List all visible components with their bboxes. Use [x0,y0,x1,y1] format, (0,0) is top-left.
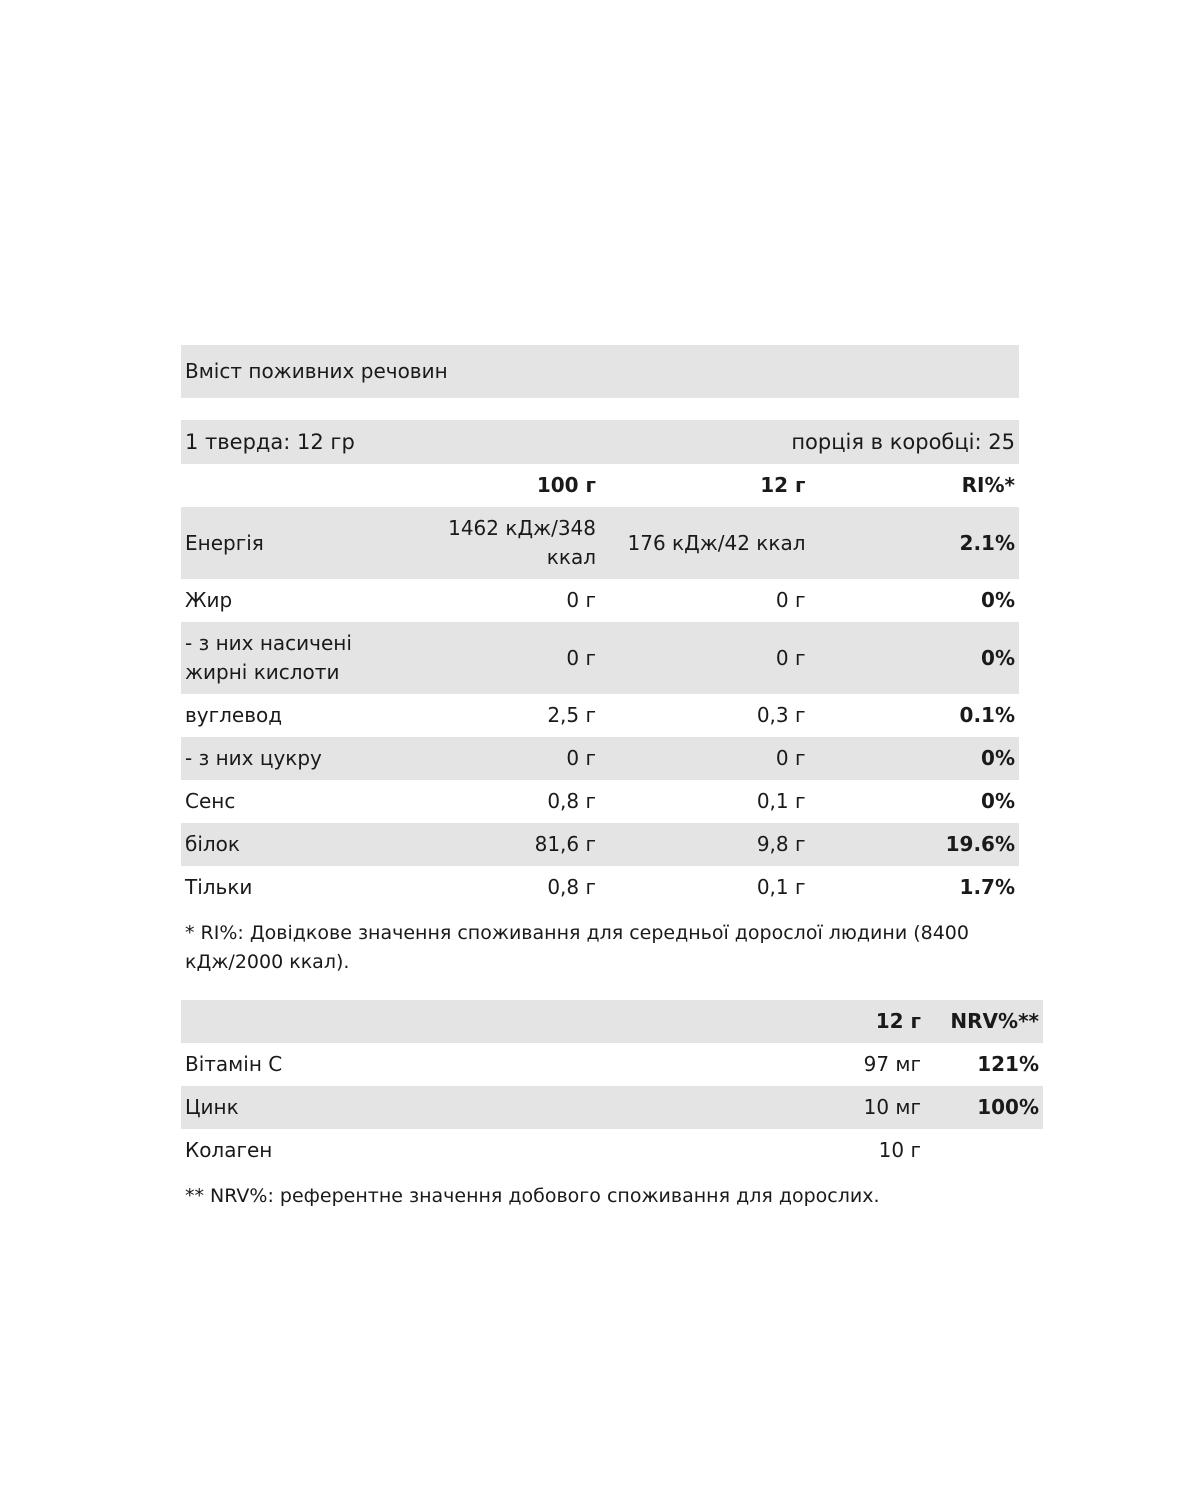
nutrient-name: - з них цукру [185,746,322,771]
table-row [181,780,1019,823]
nutrient-name: Тільки [185,875,253,900]
footnote-row [181,909,1019,976]
nutrition-panel [181,345,1039,1211]
column-header-name [181,464,391,507]
nutrient-name: - з них насичені жирні кислоти [185,631,352,685]
nutrient-name: Жир [185,588,233,613]
nutrition-table-micronutrients [181,1000,1043,1211]
table-row [181,694,1019,737]
micro-per-serving: 97 мг [863,1052,921,1077]
nutrient-ri: 0% [981,588,1015,613]
nutrient-per-100: 0 г [566,746,596,771]
nutrient-name: Енергія [185,530,264,555]
nutrient-ri: 1.7% [959,875,1015,900]
micro-column-header-nrv: NRV%** [950,1009,1039,1034]
nutrient-per-100: 1462 кДж/348 ккал [448,516,596,570]
nutrient-per-100: 0,8 г [547,875,596,900]
table-row [181,1043,1043,1086]
column-header-ri: RI%* [961,473,1015,498]
micro-nrv [925,1129,1043,1172]
table-row [181,622,1019,694]
nutrient-ri: 0% [981,645,1015,670]
nutrient-per-serving: 0 г [775,588,806,613]
spacer-row [181,398,1019,420]
micro-name: Колаген [185,1138,273,1163]
nutrient-per-100: 0 г [566,645,596,670]
micro-name: Вітамін С [185,1052,283,1077]
micro-column-header-spacer [529,1000,727,1043]
table-row [181,1086,1043,1129]
nutrient-per-serving: 0 г [775,746,806,771]
micro-nrv: 121% [977,1052,1039,1077]
nutrient-ri: 0% [981,746,1015,771]
micro-column-header-per-serving: 12 г [875,1009,921,1034]
nutrient-per-serving: 176 кДж/42 ккал [627,530,806,555]
panel-title-row [181,345,1019,398]
nutrient-ri: 0% [981,789,1015,814]
nrv-footnote: ** NRV%: референтне значення добового споживання для дорослих. [185,1185,880,1208]
nutrient-name: Сенс [185,789,236,814]
nutrient-per-100: 0,8 г [547,789,596,814]
nutrient-ri: 0.1% [959,703,1015,728]
panel-title: Вміст поживних речовин [185,359,448,383]
table-row [181,507,1019,579]
nutrient-per-100: 0 г [566,588,596,613]
nutrient-per-serving: 0,1 г [756,875,806,900]
footnote-row [181,1172,1043,1211]
nutrient-per-serving: 0 г [775,645,806,670]
column-header-per-100: 100 г [536,473,596,498]
table-row [181,823,1019,866]
nutrient-name: вуглевод [185,703,283,728]
nutrient-per-serving: 0,3 г [756,703,806,728]
table-row [181,866,1019,909]
micro-nrv: 100% [977,1095,1039,1120]
ri-footnote: * RI%: Довідкове значення споживання для середньої дорослої людини (8400 кДж/2000 ккал). [185,922,969,973]
nutrient-ri: 19.6% [945,832,1015,857]
column-header-per-serving: 12 г [760,473,806,498]
micro-name: Цинк [185,1095,239,1120]
micro-per-serving: 10 мг [863,1095,921,1120]
table-row [181,737,1019,780]
micro-per-serving: 10 г [878,1138,921,1163]
nutrition-table-main [181,345,1019,976]
servings-per-container-label: порція в коробці: 25 [791,430,1015,454]
nutrient-per-serving: 0,1 г [756,789,806,814]
nutrient-ri: 2.1% [959,530,1015,555]
micro-column-header-row [181,1000,1043,1043]
nutrient-per-serving: 9,8 г [756,832,806,857]
micro-column-header-name [181,1000,529,1043]
serving-row [181,420,1019,464]
table-row [181,1129,1043,1172]
table-row [181,579,1019,622]
serving-size-label: 1 тверда: 12 гр [185,430,355,454]
column-header-row [181,464,1019,507]
nutrient-per-100: 81,6 г [534,832,596,857]
nutrient-name: білок [185,832,240,857]
nutrient-per-100: 2,5 г [547,703,596,728]
